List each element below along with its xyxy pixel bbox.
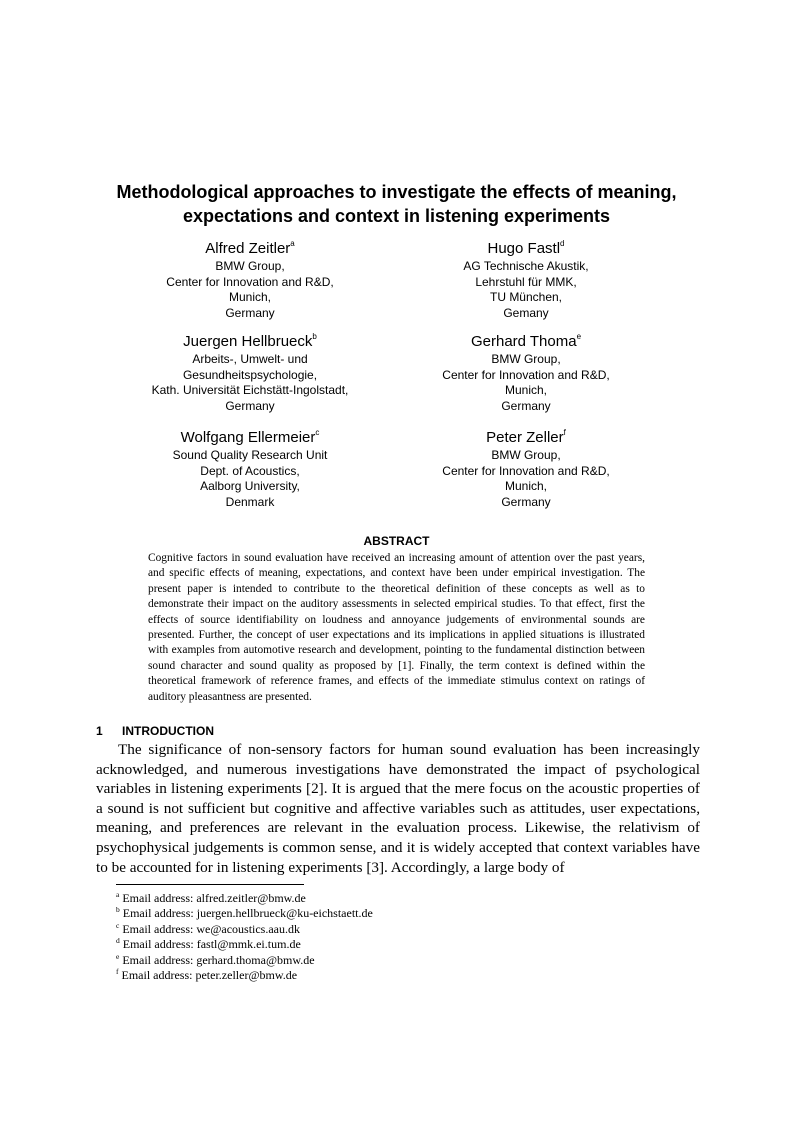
affiliation-line: Arbeits-, Umwelt- und (192, 352, 308, 366)
footnote-mark: a (116, 890, 120, 899)
affiliation-line: TU München, (489, 290, 563, 304)
footnotes (116, 891, 616, 983)
author-block-fastl (376, 239, 676, 321)
footnote-text: Email address: fastl@mmk.ei.tum.de (122, 937, 301, 952)
footnote-mark: f (116, 967, 119, 977)
author-block-thoma (376, 332, 676, 414)
affiliation-line: Gesundheitspsychologie, (182, 367, 318, 382)
author-name (100, 428, 400, 447)
footnote-text: Email address: peter.zeller@bmw.de (121, 968, 298, 983)
author-footnote-mark: b (312, 332, 317, 341)
footnote-text: Email address: we@acoustics.aau.dk (122, 921, 301, 936)
footnote-text: Email address: alfred.zeitler@bmw.de (122, 891, 306, 905)
author-block-hellbrueck (100, 332, 400, 414)
affiliation-line: Denmark (225, 494, 275, 509)
author-name (100, 332, 400, 351)
affiliation-line: Germany (501, 398, 551, 413)
affiliation-line: Center for Innovation and R&D, (442, 367, 610, 382)
footnote (116, 906, 616, 921)
author-name (376, 239, 676, 258)
footnote (116, 968, 616, 983)
paper-title-line-1: Methodological approaches to investigate the effects of meaning, (116, 182, 677, 202)
author-name-text: Wolfgang Ellermeier (180, 429, 316, 446)
author-name (100, 239, 400, 258)
affiliation-line: Germany (225, 398, 275, 413)
affiliation-line: Germany (501, 494, 551, 509)
affiliation-line: BMW Group, (491, 352, 561, 366)
author-block-ellermeier (100, 428, 400, 510)
author-footnote-mark: d (560, 239, 565, 248)
paper-title-line-2: expectations and context in listening experiments (182, 206, 611, 226)
author-name (376, 332, 676, 351)
author-block-zeitler (100, 239, 400, 321)
author-footnote-mark: a (290, 239, 295, 248)
affiliation-line: BMW Group, (491, 448, 561, 462)
author-name-text: Hugo Fastl (487, 240, 561, 257)
section-title: INTRODUCTION (122, 724, 214, 738)
footnote (116, 953, 616, 968)
paper-title (100, 180, 693, 228)
affiliation-line: Munich, (228, 290, 272, 304)
affiliation-line: Sound Quality Research Unit (172, 448, 328, 462)
footnote-mark: c (116, 920, 120, 930)
footnote-text: Email address: gerhard.thoma@bmw.de (122, 952, 315, 967)
author-block-zeller (376, 428, 676, 510)
author-footnote-mark: e (576, 332, 582, 341)
affiliation-line: Munich, (504, 383, 548, 397)
author-name-text: Gerhard Thoma (470, 333, 577, 350)
author-name-text: Juergen Hellbrueck (183, 333, 313, 350)
footnote (116, 937, 616, 952)
affiliation-line: Dept. of Acoustics, (200, 463, 300, 478)
section-heading (96, 724, 214, 738)
section-number: 1 (96, 724, 103, 738)
footnote-separator (116, 884, 304, 885)
footnote-mark: e (116, 951, 120, 961)
affiliation-line: BMW Group, (215, 259, 285, 273)
abstract-heading: ABSTRACT (363, 534, 430, 548)
affiliation-line: Munich, (504, 479, 548, 493)
introduction-paragraph: The significance of non-sensory factors for human sound evaluation has been increasingly acknowledged, and numerous investigations have demonstrated the impact of psychological variables in listening experiments [2]. It is argued that the mere focus on the acoustic properties of a sound is not sufficient but cognitive and affective variables such as attitudes, user expectations, meaning, and preferences are relevant in the evaluation process. Likewise, the relativism of psychophysical judgements is common sense, and it is widely accepted that context variables have to be accounted for in listening experiments [3]. Accordingly, a large body of (96, 741, 700, 876)
affiliation-line: Gemany (503, 305, 549, 320)
footnote-mark: d (116, 936, 120, 946)
affiliation-line: AG Technische Akustik, (463, 259, 589, 273)
footnote (116, 891, 616, 906)
footnote-text: Email address: juergen.hellbrueck@ku-eichstaett.de (122, 906, 373, 921)
author-name-text: Alfred Zeitler (205, 240, 291, 257)
author-footnote-mark: f (563, 428, 566, 437)
abstract-text: Cognitive factors in sound evaluation have received an increasing amount of attention over the past years, and specific effects of meaning, expectations, and context have been under empirical investigation. The present paper is intended to contribute to the theoretical definition of these concepts as well as to demonstrate their impact on the auditory assessments in selected empirical studies. To that effect, first the effects of source identifiability on loudness and annoyance judgements of environmental sounds are presented. Further, the concept of user expectations and its implications in applied situations is illustrated with examples from automotive research and development, pointing to the fundamental distinction between sound character and sound quality as proposed by [1]. Finally, the term context is defined within the theoretical framework of reference frames, and effects of the immediate stimulus context on ratings of auditory pleasantness are presented. (148, 552, 645, 703)
affiliation-line: Center for Innovation and R&D, (166, 274, 334, 289)
author-footnote-mark: c (315, 428, 320, 437)
affiliation-line: Germany (225, 305, 275, 320)
affiliation-line: Lehrstuhl für MMK, (475, 274, 577, 289)
affiliation-line: Center for Innovation and R&D, (442, 463, 610, 478)
affiliation-line: Kath. Universität Eichstätt-Ingolstadt, (151, 383, 349, 397)
author-name (376, 428, 676, 447)
footnote-mark: b (116, 905, 120, 915)
footnote (116, 922, 616, 937)
author-name-text: Peter Zeller (486, 429, 564, 446)
affiliation-line: Aalborg University, (200, 479, 300, 493)
